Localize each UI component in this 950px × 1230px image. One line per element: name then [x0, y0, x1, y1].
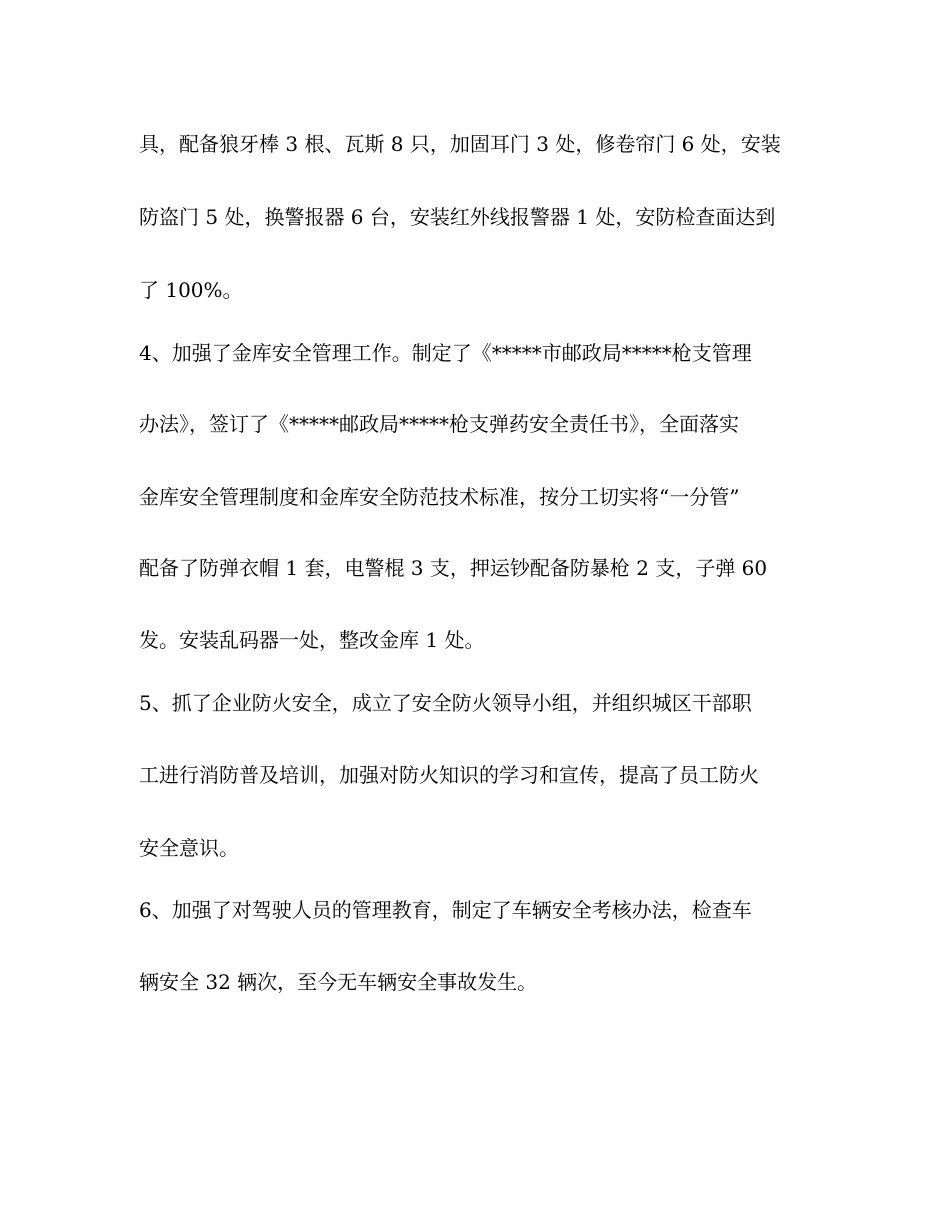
text-line: 发。安装乱码器一处，整改金库 1 处。 — [139, 628, 485, 652]
text-line: 4、加强了金库安全管理工作。制定了《*****市邮政局*****枪支管理 — [139, 341, 752, 365]
text-line: 6、加强了对驾驶人员的管理教育，制定了车辆安全考核办法，检查车 — [139, 898, 752, 922]
text-line: 配备了防弹衣帽 1 套，电警棍 3 支，押运钞配备防暴枪 2 支，子弹 60 — [139, 556, 768, 580]
text-line: 金库安全管理制度和金库安全防范技术标准，按分工切实将“一分管” — [139, 485, 740, 509]
text-line: 安全意识。 — [139, 836, 239, 860]
text-line: 防盗门 5 处，换警报器 6 台，安装红外线报警器 1 处，安防检查面达到 — [139, 205, 776, 229]
text-line: 办法》，签订了《*****邮政局*****枪支弹药安全责任书》，全面落实 — [139, 412, 739, 436]
text-line: 工进行消防普及培训，加强对防火知识的学习和宣传，提高了员工防火 — [139, 763, 759, 787]
text-line: 5、抓了企业防火安全，成立了安全防火领导小组，并组织城区干部职 — [139, 691, 752, 715]
text-line: 辆安全 32 辆次，至今无车辆安全事故发生。 — [139, 970, 538, 994]
text-line: 具，配备狼牙棒 3 根、瓦斯 8 只，加固耳门 3 处，修卷帘门 6 处，安装 — [139, 132, 781, 156]
text-line: 了 100%。 — [139, 278, 243, 302]
